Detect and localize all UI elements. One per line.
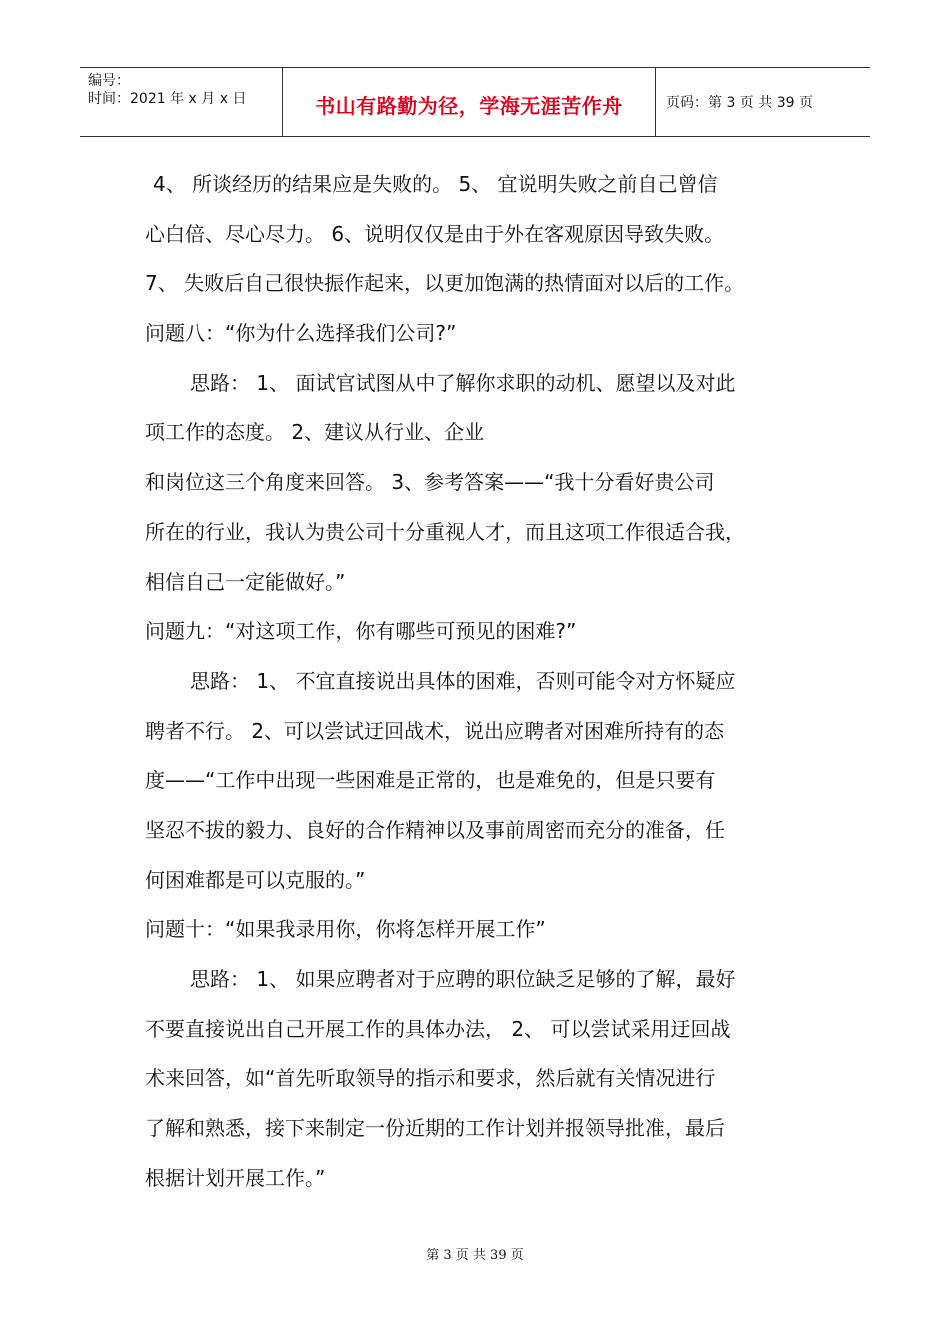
question-heading: 问题八：“你为什么选择我们公司?” <box>145 321 457 346</box>
body-line: 7、 失败后自己很快振作起来，以更加饱满的热情面对以后的工作。 <box>145 271 745 296</box>
body-line: 度——“工作中出现一些困难是正常的，也是难免的，但是只要有 <box>145 768 716 793</box>
body-line: 聘者不行。 2、可以尝试迂回战术，说出应聘者对困难所持有的态 <box>145 718 725 743</box>
body-line: 相信自己一定能做好。” <box>145 569 346 594</box>
body-line: 何困难都是可以克服的。” <box>145 867 366 892</box>
body-line: 思路： 1、 不宜直接说出具体的困难，否则可能令对方怀疑应 <box>190 668 736 693</box>
document-body <box>145 160 825 1203</box>
page-footer: 第 3 页 共 39 页 <box>426 1248 524 1263</box>
number-label: 编号： <box>88 73 130 89</box>
body-line: 4、 所谈经历的结果应是失败的。 5、 宜说明失败之前自己曾信 <box>153 172 718 196</box>
body-line: 了解和熟悉，接下来制定一份近期的工作计划并报领导批准，最后 <box>145 1116 725 1141</box>
body-line: 项工作的态度。 2、建议从行业、企业 <box>145 420 485 445</box>
body-line: 思路： 1、 如果应聘者对于应聘的职位缺乏足够的了解，最好 <box>190 967 736 991</box>
header-motto: 书山有路勤为径，学海无涯苦作舟 <box>315 93 623 118</box>
header-page-info: 页码：第 3 页 共 39 页 <box>666 95 813 111</box>
body-line: 和岗位这三个角度来回答。 3、参考答案——“我十分看好贵公司 <box>145 470 715 495</box>
body-line: 所在的行业，我认为贵公司十分重视人才，而且这项工作很适合我， <box>145 519 745 544</box>
header-meta-cell <box>80 68 283 136</box>
header-page-cell <box>656 68 870 136</box>
question-heading: 问题十：“如果我录用你，你将怎样开展工作” <box>145 917 546 942</box>
body-line: 思路： 1、 面试官试图从中了解你求职的动机、愿望以及对此 <box>190 370 736 395</box>
body-line: 根据计划开展工作。” <box>145 1165 326 1190</box>
body-line: 术来回答，如“首先听取领导的指示和要求，然后就有关情况进行 <box>145 1066 716 1091</box>
question-heading: 问题九：“对这项工作，你有哪些可预见的困难?” <box>145 619 577 644</box>
body-line: 坚忍不拔的毅力、良好的合作精神以及事前周密而充分的准备，任 <box>145 817 725 842</box>
header-motto-cell <box>283 68 656 136</box>
body-line: 心白倍、尽心尽力。 6、说明仅仅是由于外在客观原因导致失败。 <box>145 221 725 246</box>
body-line: 不要直接说出自己开展工作的具体办法， 2、 可以尝试采用迂回战 <box>145 1016 731 1041</box>
document-header <box>80 67 870 137</box>
date-label: 时间：2021 年 x 月 x 日 <box>88 91 247 107</box>
